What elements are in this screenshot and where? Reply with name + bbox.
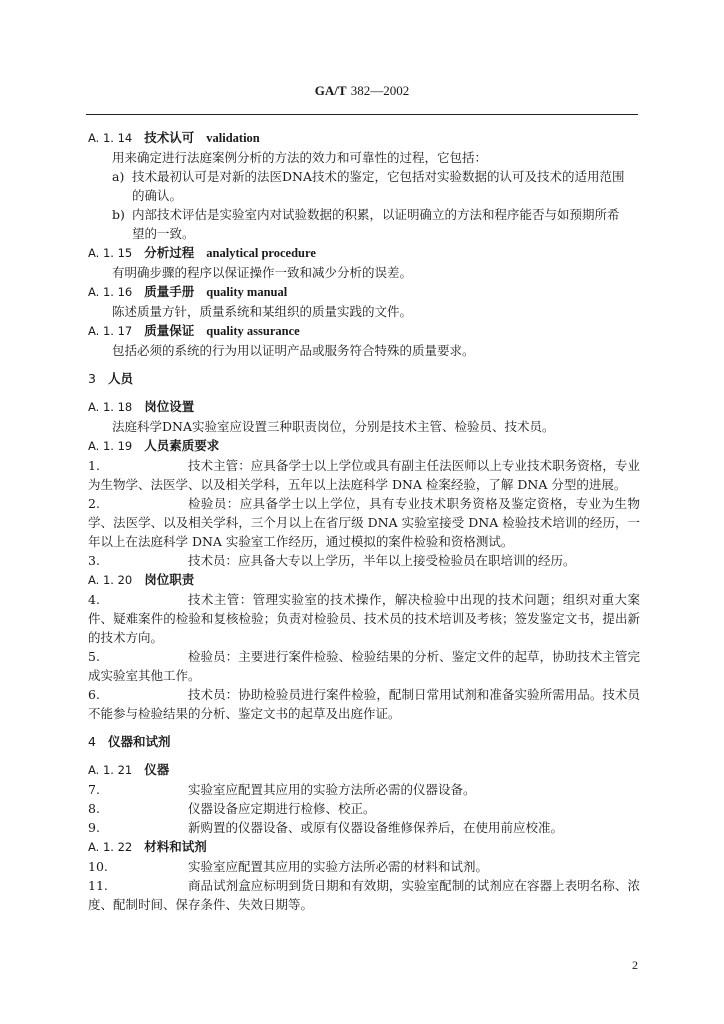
clause-term-en: quality manual <box>206 285 288 299</box>
standard-number: 382—2002 <box>350 83 410 98</box>
item-text: 实验室应配置其应用的实验方法所必需的仪器设备。 <box>188 782 476 797</box>
numbered-item <box>88 685 640 723</box>
page-number: 2 <box>632 958 638 972</box>
clause-term-zh: 材料和试剂 <box>144 839 207 854</box>
clause-heading <box>88 436 640 456</box>
clause-number: A. 1. 16 <box>88 285 133 299</box>
clause-term-zh: 岗位职责 <box>144 572 195 587</box>
clause-number: A. 1. 14 <box>88 131 133 145</box>
list-item-b-continued: 望的一致。 <box>132 226 195 241</box>
standard-header <box>0 83 724 99</box>
item-number: 11. <box>88 878 108 893</box>
clause-number: A. 1. 19 <box>88 439 133 453</box>
list-item-a-continued: 的确认。 <box>132 188 183 203</box>
item-text: 技术主管：应具备学士以上学位或具有副主任法医师以上专业技术职务资格，专业为生物学、法医学、以及相关学科，五年以上法庭科学 DNA 检案经验，了解 DNA 分型的进展。 <box>88 458 640 492</box>
clause-paragraph: 陈述质量方针，质量系统和某组织的质量实践的文件。 <box>112 304 413 319</box>
clause-heading <box>88 570 640 590</box>
clause-number: A. 1. 17 <box>88 324 133 338</box>
item-text: 商品试剂盒应标明到货日期和有效期，实验室配制的试剂应在容器上表明名称、浓度、配制时间、保存条件、失效日期等。 <box>88 878 640 912</box>
clause-term-zh: 岗位设置 <box>144 399 195 414</box>
clause-term-en: validation <box>206 131 260 145</box>
clause-term-zh: 人员素质要求 <box>144 438 220 453</box>
clause-heading <box>88 760 640 780</box>
list-text: 内部技术评估是实验室内对试验数据的积累，以证明确立的方法和程序能否与如预期所希 <box>132 207 620 222</box>
clause-number: A. 1. 15 <box>88 246 133 260</box>
clause-number: A. 1. 21 <box>88 763 133 777</box>
clause-number: A. 1. 18 <box>88 400 133 414</box>
item-text: 技术员：应具备大专以上学历，半年以上接受检验员在职培训的经历。 <box>188 553 576 568</box>
section-heading <box>88 732 640 751</box>
item-number: 8. <box>88 801 100 816</box>
clause-heading <box>88 243 640 263</box>
clause-heading <box>88 397 640 417</box>
standard-code: GA/T <box>314 83 347 98</box>
clause-heading <box>88 282 640 302</box>
clause-term-en: analytical procedure <box>206 246 316 260</box>
numbered-item <box>88 876 640 914</box>
clause-paragraph: 有明确步骤的程序以保证操作一致和减少分析的误差。 <box>112 265 413 280</box>
clause-paragraph: 法庭科学DNA实验室应设置三种职责岗位，分别是技术主管、检验员、技术员。 <box>112 419 555 434</box>
clause-number: A. 1. 20 <box>88 573 133 587</box>
item-number: 5. <box>88 649 100 664</box>
document-body <box>88 128 640 914</box>
numbered-item <box>88 818 640 837</box>
section-title: 仪器和试剂 <box>107 734 171 749</box>
clause-paragraph: 用来确定进行法庭案例分析的方法的效力和可靠性的过程，它包括： <box>112 150 488 165</box>
list-item-b <box>88 205 640 224</box>
section-number: 4 <box>88 734 96 749</box>
numbered-item <box>88 494 640 551</box>
item-number: 6. <box>88 687 100 702</box>
numbered-item <box>88 456 640 494</box>
list-item-a <box>88 167 640 186</box>
numbered-item <box>88 590 640 647</box>
list-marker: a) <box>112 169 125 184</box>
item-text: 技术主管：管理实验室的技术操作，解决检验中出现的技术问题；组织对重大案件、疑难案件的检验和复核检验；负责对检验员、技术员的技术培训及考核；签发鉴定文书，提出新的技术方向。 <box>88 592 640 645</box>
clause-number: A. 1. 22 <box>88 840 133 854</box>
clause-term-zh: 质量手册 <box>144 284 195 299</box>
item-number: 10. <box>88 859 108 874</box>
item-number: 9. <box>88 820 100 835</box>
item-text: 仪器设备应定期进行检修、校正。 <box>188 801 376 816</box>
list-text: 技术最初认可是对新的法医DNA技术的鉴定，它包括对实验数据的认可及技术的适用范围 <box>132 169 625 184</box>
clause-heading <box>88 321 640 341</box>
section-heading <box>88 369 640 388</box>
clause-term-zh: 仪器 <box>144 762 170 777</box>
numbered-item <box>88 551 640 570</box>
numbered-item <box>88 799 640 818</box>
clause-heading <box>88 128 640 148</box>
item-number: 2. <box>88 496 100 511</box>
clause-term-zh: 质量保证 <box>144 323 195 338</box>
section-title: 人员 <box>107 371 133 386</box>
clause-term-zh: 技术认可 <box>144 130 195 145</box>
list-marker: b) <box>112 207 125 222</box>
item-text: 技术员：协助检验员进行案件检验，配制日常用试剂和准备实验所需用品。技术员不能参与检验结果的分析、鉴定文书的起草及出庭作证。 <box>88 687 640 721</box>
clause-term-en: quality assurance <box>206 324 300 338</box>
item-number: 7. <box>88 782 100 797</box>
numbered-item <box>88 647 640 685</box>
section-number: 3 <box>88 371 96 386</box>
numbered-item <box>88 780 640 799</box>
clause-heading <box>88 837 640 857</box>
item-text: 检验员：应具备学士以上学位，具有专业技术职务资格及鉴定资格，专业为生物学、法医学、以及相关学科，三个月以上在省厅级 DNA 实验室接受 DNA 检验技术培训的经历，一年以上在法庭科学 DNA 实验室工作经历，通过模拟的案件检验和资格测试。 <box>88 496 640 549</box>
item-text: 实验室应配置其应用的实验方法所必需的材料和试剂。 <box>188 859 489 874</box>
numbered-item <box>88 857 640 876</box>
item-text: 检验员：主要进行案件检验、检验结果的分析、鉴定文件的起草，协助技术主管完成实验室其他工作。 <box>88 649 640 683</box>
clause-paragraph: 包括必须的系统的行为用以证明产品或服务符合特殊的质量要求。 <box>112 343 475 358</box>
item-number: 1. <box>88 458 100 473</box>
item-text: 新购置的仪器设备、或原有仪器设备维修保养后，在使用前应校准。 <box>188 820 564 835</box>
clause-term-zh: 分析过程 <box>144 245 195 260</box>
item-number: 4. <box>88 592 100 607</box>
header-rule <box>86 114 638 115</box>
item-number: 3. <box>88 553 100 568</box>
